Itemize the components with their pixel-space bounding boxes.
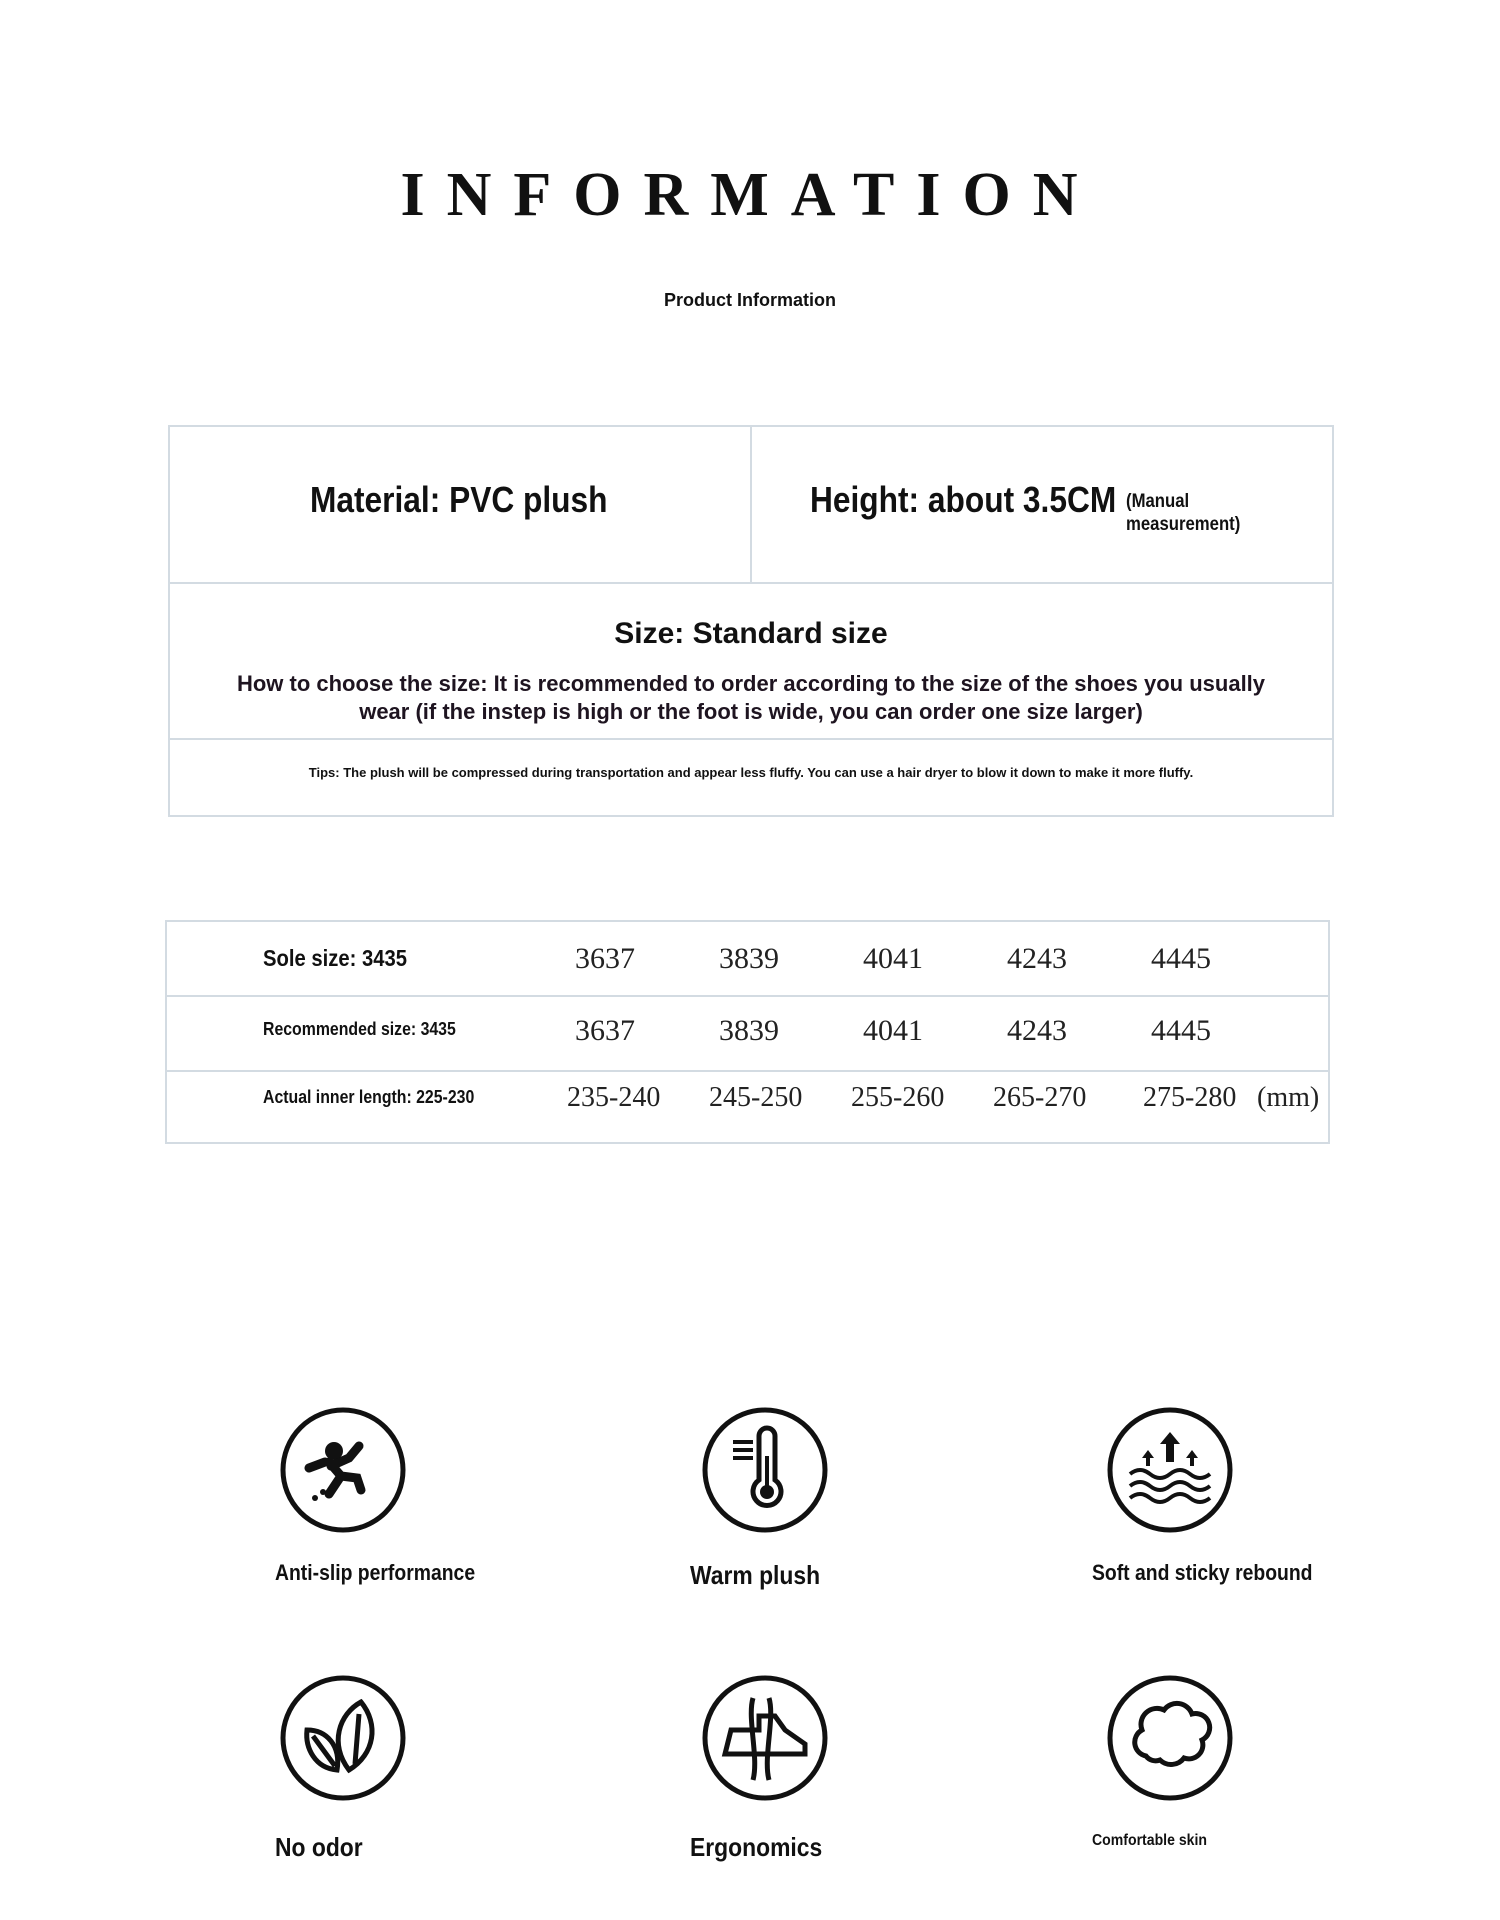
shoe-icon bbox=[701, 1674, 829, 1802]
page-subtitle: Product Information bbox=[664, 290, 836, 310]
thermometer-icon bbox=[701, 1406, 829, 1534]
divider bbox=[170, 738, 1332, 740]
divider bbox=[750, 427, 752, 582]
height-note: measurement) bbox=[1126, 514, 1241, 535]
size-cell: 3839 bbox=[719, 942, 779, 975]
slipping-person-icon bbox=[279, 1406, 407, 1534]
divider bbox=[167, 995, 1328, 997]
height-text: Height: about 3.5CM bbox=[810, 479, 1117, 520]
size-cell: 245-250 bbox=[709, 1082, 803, 1113]
size-cell: 4445 bbox=[1151, 1014, 1211, 1047]
divider bbox=[167, 1070, 1328, 1072]
size-row-label: Sole size: 3435 bbox=[263, 944, 408, 971]
cloud-icon bbox=[1106, 1674, 1234, 1802]
size-cell: 3637 bbox=[575, 1014, 635, 1047]
feature-label: Ergonomics bbox=[690, 1832, 823, 1862]
size-cell: 4445 bbox=[1151, 942, 1211, 975]
size-row-label: Actual inner length: 225-230 bbox=[263, 1087, 475, 1107]
feature-label: Soft and sticky rebound bbox=[1092, 1560, 1313, 1585]
size-advice-line: How to choose the size: It is recommended to order according to the size of the shoes you usually bbox=[236, 671, 1266, 696]
size-table bbox=[165, 920, 1330, 1144]
tips-text: Tips: The plush will be compressed during transportation and appear less fluffy. You can use a hair dryer to blow it down to make it more fluffy. bbox=[308, 765, 1194, 780]
size-cell: 3839 bbox=[719, 1014, 779, 1047]
size-advice-line: wear (if the instep is high or the foot is wide, you can order one size larger) bbox=[359, 699, 1143, 724]
size-cell: 275-280 bbox=[1143, 1082, 1237, 1113]
size-title: Size: Standard size bbox=[614, 617, 888, 650]
feature-label: Warm plush bbox=[690, 1560, 821, 1590]
size-cell: 265-270 bbox=[993, 1082, 1087, 1113]
material-text: Material: PVC plush bbox=[310, 479, 608, 520]
info-table bbox=[168, 425, 1334, 817]
height-note: (Manual bbox=[1126, 491, 1190, 512]
feature-label: Anti-slip performance bbox=[275, 1560, 476, 1585]
page-title: INFORMATION bbox=[400, 161, 1100, 229]
size-cell: 235-240 bbox=[567, 1082, 661, 1113]
size-cell: 3637 bbox=[575, 942, 635, 975]
size-cell: 255-260 bbox=[851, 1082, 945, 1113]
size-row-label: Recommended size: 3435 bbox=[263, 1019, 456, 1039]
size-cell: 4243 bbox=[1007, 1014, 1067, 1047]
size-cell: 4041 bbox=[863, 942, 923, 975]
feature-label: Comfortable skin bbox=[1092, 1832, 1208, 1849]
leaves-icon bbox=[279, 1674, 407, 1802]
unit-label: (mm) bbox=[1257, 1082, 1320, 1113]
feature-label: No odor bbox=[275, 1832, 363, 1862]
size-cell: 4243 bbox=[1007, 942, 1067, 975]
divider bbox=[170, 582, 1332, 584]
size-cell: 4041 bbox=[863, 1014, 923, 1047]
rebound-waves-icon bbox=[1106, 1406, 1234, 1534]
